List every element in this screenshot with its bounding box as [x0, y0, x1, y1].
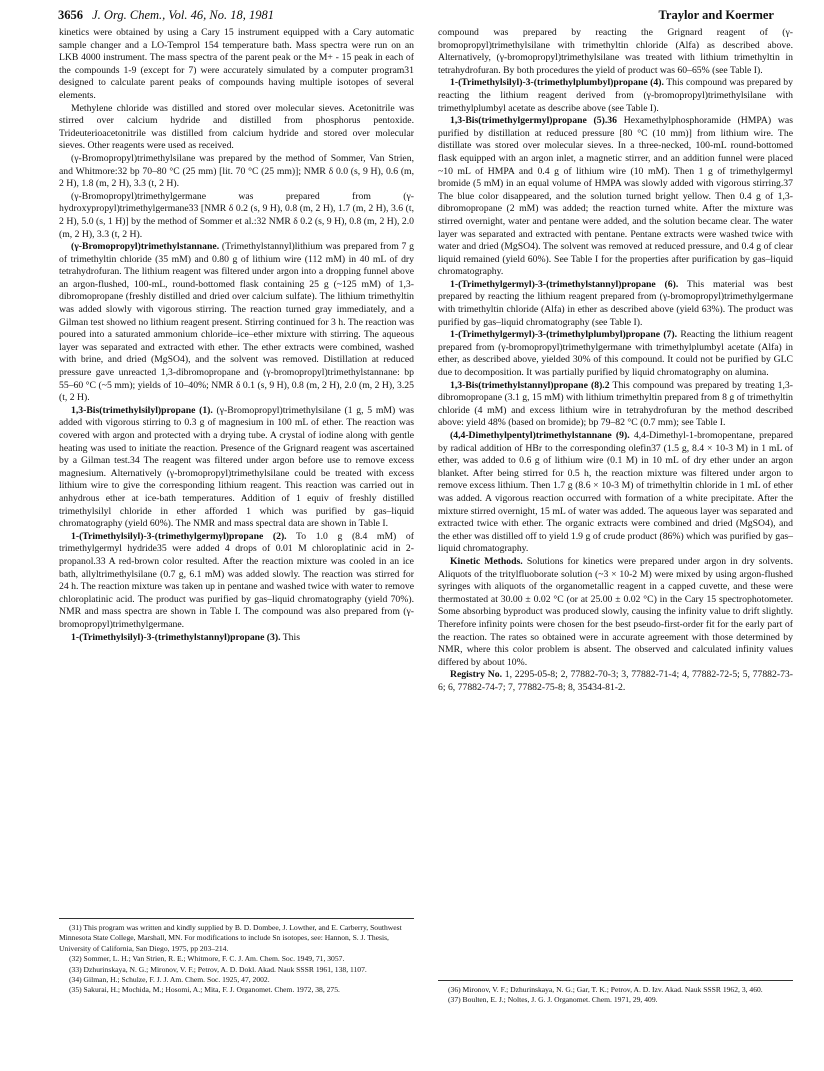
paragraph	[59, 103, 414, 153]
footnote: (36) Mironov, V. F.; Dzhurinskaya, N. G.; Gar, T. K.; Petrov, A. D. Izv. Akad. Nauk SSSR 1962, 3, 460.	[448, 985, 763, 994]
paragraph-text: Reacting the lithium reagent prepared from (γ-bromopropyl)trimethylgermane with trimethylplumbyl acetate (Alfa) in ether, as described above, yielded 30% of this compound. It could not be purified by GLC due to decomposition. It was partially purified by liquid chromatography on alumina.	[438, 329, 793, 379]
footnote: (37) Boulten, E. J.; Noltes, J. G. J. Organomet. Chem. 1971, 29, 409.	[448, 995, 658, 1005]
paragraph-text: kinetics were obtained by using a Cary 15 instrument equipped with a Cary automatic sample changer and a LO-Temprol 154 temperature bath. Mass spectra were run on an LKB 4000 instrument. The mass spectra of the parent peak or the M+ - 15 peak in each of the compounds 1-9 (except for 7) were accurately simulated by a computer program31 designed to calculate parent peaks of compounds having multiple isotopes of several elements.	[59, 27, 414, 101]
left-column	[59, 27, 414, 644]
paragraph	[59, 27, 414, 103]
paragraph	[438, 329, 793, 379]
paragraph-text: (γ-Bromopropyl)trimethylsilane (1 g, 5 mM) was added with vigorous stirring to 0.3 g of magnesium in 100 mL of ether. The reaction was covered with argon and protected with a drying tube. A crystal of iodine along with gentle heating was used to initiate the reaction. Presence of the Grignard reagent was ascertained by a Gilman test.34 The reagent was filtered under argon before use to remove excess magnesium. Alternatively (γ-bromopropyl)trimethylsilane could be treated with excess lithium wire to give the corresponding lithium reagent. This reaction was carried out in anhydrous ether at ice-bath temperatures. Addition of 1 equiv of freshly distilled trimethylsilyl chloride in ether afforded 1 which was purified by gas–liquid chromatography (yield 60%). The NMR and mass spectral data are shown in Table I.	[59, 404, 414, 530]
paragraph-text: 1, 2295-05-8; 2, 77882-70-3; 3, 77882-71-4; 4, 77882-72-5; 5, 77882-73-6; 6, 77882-74-7; 7, 77882-75-8; 8, 35434-81-2.	[438, 669, 794, 693]
footnote: (31) This program was written and kindly supplied by B. D. Dombee, J. Lowther, and E. Carberry, Southwest Minnesota State College, Marshall, MN. For modifications to include Sn isotopes, see: Hannon, S. J. Thesis, University of California, San Diego, 1975, pp 203–214.	[59, 923, 402, 953]
paragraph-text: (γ-Bromopropyl)trimethylsilane was prepared by the method of Sommer, Van Strien, and Whitmore:32 bp 70–80 °C (25 mm) [lit. 70 °C (25 mm)]; NMR δ 0.0 (s, 9 H), 0.6 (m, 2 H), 1.8 (m, 2 H), 3.3 (t, 2 H).	[59, 152, 414, 190]
header-left	[58, 8, 274, 23]
paragraph	[438, 77, 793, 115]
paragraph-heading: 1-(Trimethylsilyl)-3-(trimethylplumbyl)propane (4).	[450, 77, 664, 89]
paragraph-text: Hexamethylphosphoramide (HMPA) was purified by distillation at reduced pressure [80 °C (10 mm)] from lithium wire. The distillate was stored over molecular sieves. In a three-necked, 100-mL round-bottomed flask equipped with an argon inlet, a magnetic stirrer, and an addition funnel were placed ~10 mL of HMPA and 0.4 g of lithium wire (10 mM). Then 1 g of trimethylgermyl bromide (5 mM) in an equal volume of HMPA was slowly added with vigorous stirring.37 The blue color disappeared, and the solution turned bright yellow. Then 0.4 g of 1,3-dibromopropane (2 mM) was added; the reaction turned white. After the mixture was stirred overnight, water and pentane were added, and the solution became clear. The water layer was separated and extracted with pentane. Pentane extracts were washed twice with water and dried (MgSO4). The solvent was removed at reduced pressure, and 0.4 g of clear liquid remained (yield 60%). See Table I for the properties after purification by gas–liquid chromatography.	[438, 115, 793, 278]
running-authors: Traylor and Koermer	[658, 8, 774, 22]
page-number: 3656	[58, 8, 83, 22]
paragraph-heading: 1-(Trimethylgermyl)-3-(trimethylplumbyl)propane (7).	[450, 329, 678, 341]
paragraph-heading: (4,4-Dimethylpentyl)trimethylstannane (9).	[450, 430, 630, 441]
paragraph	[59, 153, 414, 191]
paragraph	[438, 115, 793, 279]
paragraph	[59, 531, 414, 632]
paragraph-heading: 1,3-Bis(trimethylstannyl)propane (8).2	[450, 379, 610, 391]
paragraph	[59, 191, 414, 241]
paragraph-text: This compound was prepared by treating 1,3-dibromopropane (3.1 g, 15 mM) with lithium trimethyltin prepared from 8 g of trimethyltin chloride (4 mM) and excess lithium wire in tetrahydrofuran by the method described above: yield 48% (based on bromide); bp 79–82 °C (0.7 mm); see Table I.	[438, 379, 793, 429]
paragraph	[59, 632, 414, 645]
journal-citation: J. Org. Chem., Vol. 46, No. 18, 1981	[92, 8, 274, 22]
paragraph-text: Methylene chloride was distilled and stored over molecular sieves. Acetonitrile was stirred over calcium hydride and distilled from phosphorus pentoxide. Trideuterioacetonitrile was distilled from calcium hydride and stored over molecular sieves. Other reagents were used as received.	[59, 102, 414, 152]
footnote: (35) Sakurai, H.; Mochida, M.; Hosomi, A.; Mita, F. J. Organomet. Chem. 1972, 38, 275.	[69, 985, 340, 995]
paragraph-text: To 1.0 g (8.4 mM) of trimethylgermyl hydride35 were added 4 drops of 0.01 M chloroplatinic acid in 2-propanol.33 A red-brown color resulted. After the reaction mixture was cooled in an ice bath, allyltrimethylsilane (0.7 g, 6.1 mM) was added slowly. The reaction was stirred for 24 h. The reaction mixture was taken up in pentane and washed twice with water to remove chloroplatinic acid. The product was purified by gas–liquid chromatography (yield 70%). NMR and mass spectra are shown in Table I. The compound was also prepared from (γ-bromopropyl)trimethylgermane.	[59, 530, 414, 630]
page-header	[58, 8, 774, 26]
footnote: (34) Gilman, H.; Schulze, F. J. J. Am. Chem. Soc. 1925, 47, 2002.	[69, 975, 270, 985]
paragraph-text: 4,4-Dimethyl-1-bromopentane, prepared by radical addition of HBr to the corresponding olefin37 (1.5 g, 8.4 × 10-3 M) in 1 mL of ether, was added to 0.6 g of lithium wire (0.1 M) in 10 mL of dry ether under an argon blanket. After being stirred for 0.5 h, the reaction mixture was filtered under argon to remove excess lithium. Then 1.7 g (8.6 × 10-3 M) of trimethyltin chloride in 1 mL of ether was added. A vigorous reaction occurred with formation of a white precipitate. After the mixture stirred overnight, 15 mL of water was added. The aqueous layer was separated and extracted twice with ether. The organic extracts were combined and dried (MgSO4), and the ether was distilled off to yield 1.9 g of crude product (86%) which was purified by gas–liquid chromatography.	[438, 430, 793, 555]
paragraph-text: (γ-Bromopropyl)trimethylgermane was prepared from (γ-hydroxypropyl)trimethylgermane33 [NMR δ 0.2 (s, 9 H), 0.8 (m, 2 H), 1.7 (m, 2 H), 3.6 (t, 2 H), 5.0 (s, 1 H)] by the method of Sommer et al.:32 NMR δ 0.2 (s, 9 H), 0.8 (m, 2 H), 2.0 (m, 2 H), 3.3 (t, 2 H).	[59, 190, 414, 240]
footnote: (33) Dzhurinskaya, N. G.; Mironov, V. F.; Petrov, A. D. Dokl. Akad. Nauk SSSR 1961, 138, 1107.	[69, 964, 367, 974]
paragraph-text: This compound was prepared by reacting the lithium reagent derived from (γ-bromopropyl)trimethylsilane with trimethylplumbyl acetate as describe above (see Table I).	[438, 77, 793, 114]
paragraph-text: Solutions for kinetics were prepared under argon in dry solvents. Aliquots of the tritylfluoborate solution (~3 × 10-2 M) were mixed by using argon-flushed syringes with aliquots of the organometallic reagent in a capped cuvette, and these were thermostated at 30.00 ± 0.02 °C (or at 25.00 ± 0.02 °C) in the Cary 15 spectrophotometer. Some absorbing byproduct was produced slowly, causing the infinity value to drift slightly. Therefore infinity points were chosen for the best pseudo-first-order fit for the early part of the reaction. The rates so obtained were in accurate agreement with those determined by NMR, where this color problem is absent. The observed and calculated infinity values differed by about 10%.	[438, 555, 793, 668]
paragraph-heading: 1,3-Bis(trimethylgermyl)propane (5).36	[450, 115, 617, 127]
footnotes-right	[438, 980, 793, 1006]
footnotes-left	[59, 918, 414, 996]
paragraph-heading: Registry No.	[450, 669, 502, 681]
paragraph-text: This	[280, 631, 300, 643]
paragraph-heading: 1,3-Bis(trimethylsilyl)propane (1).	[71, 404, 213, 416]
paragraph	[438, 556, 793, 669]
paragraph-heading: 1-(Trimethylgermyl)-3-(trimethylstannyl)propane (6).	[450, 278, 679, 290]
paragraph	[438, 380, 793, 430]
paragraph-heading: Kinetic Methods.	[450, 555, 523, 567]
paragraph-text: (Trimethylstannyl)lithium was prepared from 7 g of trimethyltin chloride (35 mM) and 0.80 g of lithium wire (112 mM) in 40 mL of dry tetrahydrofuran. The lithium reagent was filtered under argon into a dropping funnel above an argon-flushed, 100-mL, round-bottomed flask containing 25 g (~125 mM) of 1,3-dibromopropane (freshly distilled and dried over calcium sulfate). The lithium trimethyltin was added slowly with vigorous stirring. The reaction turned gray immediately, and a Gilman test showed no lithium reagent present. Stirring continued for 3 h. The reaction was poured into a saturated ammonium chloride–ice–ether mixture with stirring. The aqueous layer was separated and extracted with ether. The ether extracts were combined, washed with brine, and dried (MgSO4), and the solvent was removed. Distillation at reduced pressure gave unreacted 1,3-dibromopropane and (γ-bromopropyl)trimethylstannane: bp 55–60 °C (~5 mm); yields of 10–40%; NMR δ 0.1 (s, 9 H), 0.8 (m, 2 H), 2.0 (m, 2 H), 3.25 (t, 2 H).	[59, 241, 414, 404]
footnote: (32) Sommer, L. H.; Van Strien, R. E.; Whitmore, F. C. J. Am. Chem. Soc. 1949, 71, 3057.	[69, 954, 345, 964]
paragraph-text: compound was prepared by reacting the Grignard reagent of (γ-bromopropyl)trimethylsilane with trimethyltin chloride (Alfa) as described above. Alternatively, (γ-bromopropyl)trimethylsilane was treated with lithium trimethyltin in tetrahydrofuran. By both procedures the yield of product was 60–65% (see Table I).	[438, 27, 793, 76]
paragraph-heading: 1-(Trimethylsilyl)-3-(trimethylgermyl)propane (2).	[71, 530, 287, 542]
right-column	[438, 27, 793, 694]
paragraph-text: This material was best prepared by reacting the lithium reagent prepared from (γ-bromopropyl)trimethylgermane with trimethyltin chloride (Alfa) in ether as described above (yield 63%). The product was purified by gas–liquid chromatography (see Table I).	[438, 278, 793, 328]
paragraph	[438, 27, 793, 77]
paragraph	[438, 279, 793, 329]
paragraph	[59, 405, 414, 531]
paragraph	[59, 241, 414, 405]
paragraph	[438, 669, 793, 694]
paragraph-heading: 1-(Trimethylsilyl)-3-(trimethylstannyl)propane (3).	[71, 631, 281, 643]
paragraph	[438, 430, 793, 556]
paragraph-heading: (γ-Bromopropyl)trimethylstannane.	[71, 241, 220, 253]
